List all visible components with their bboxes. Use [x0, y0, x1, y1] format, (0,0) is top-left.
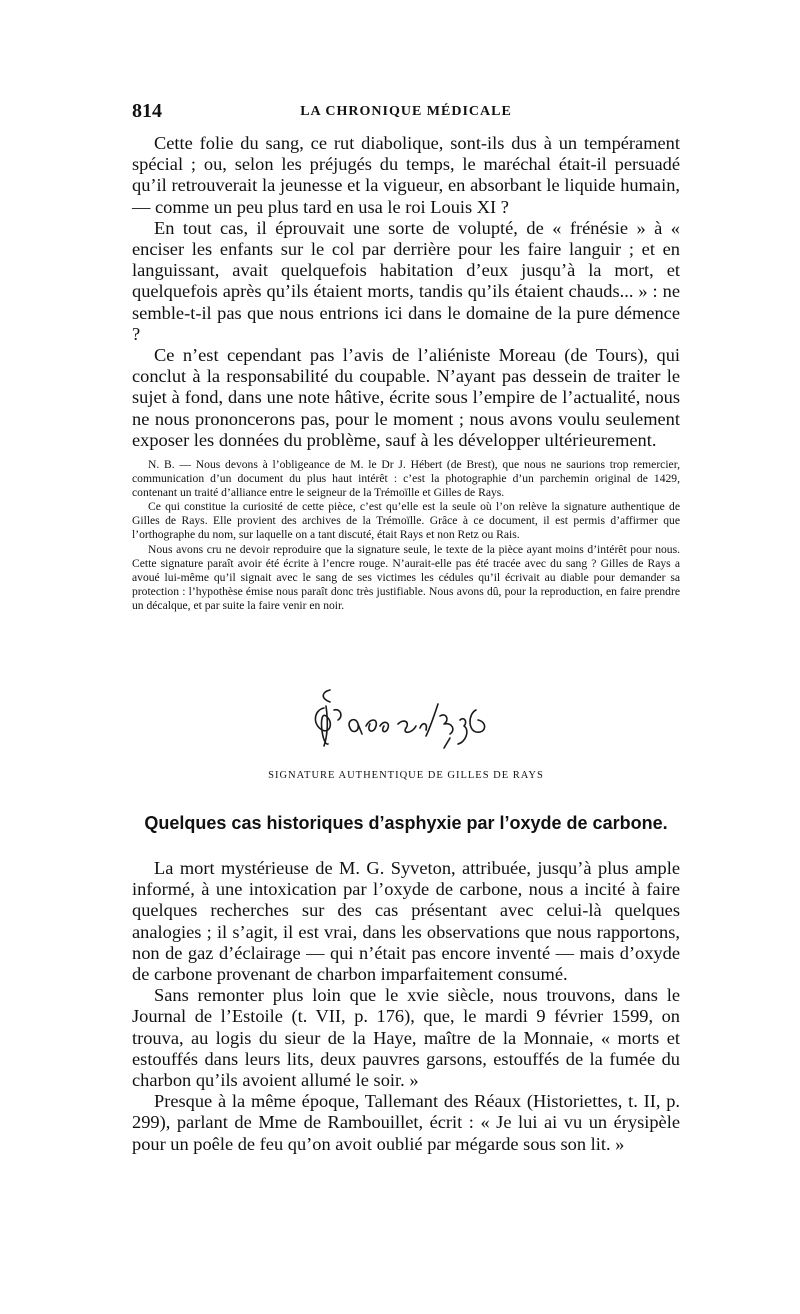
signature-caption: SIGNATURE AUTHENTIQUE DE GILLES DE RAYS — [268, 770, 544, 781]
paragraph: Sans remonter plus loin que le xvie siècle, nous trouvons, dans le Journal de l’Estoile (t. VII, p. 176), que, le mardi 9 février 1599, on trouva, au logis du sieur de la Haye, maître de la Monnaie, « morts et estouffés dans leurs lits, deux pauvres garsons, estouffés de la fumée du charbon qu’ils avoient allumé le soir. » — [132, 985, 680, 1091]
editor-note — [132, 458, 680, 613]
article-title: Quelques cas historiques d’asphyxie par l’oxyde de carbone. — [144, 813, 668, 833]
signature-image — [300, 686, 510, 756]
paragraph: Cette folie du sang, ce rut diabolique, sont-ils dus à un tempérament spécial ; ou, selon les préjugés du temps, le maréchal était-il persuadé qu’il retrouverait la jeunesse et la vigueur, en absorbant le liquide humain, — comme un peu plus tard en usa le roi Louis XI ? — [132, 133, 680, 217]
paragraph: Ce n’est cependant pas l’avis de l’aliéniste Moreau (de Tours), qui conclut à la responsabilité du coupable. N’ayant pas dessein de traiter le sujet à fond, dans une note hâtive, écrite sous l’empire de l’actualité, nous ne nous prononcerons pas, pour le moment ; nous avons voulu seulement exposer les données du problème, sauf à les développer ultérieurement. — [132, 345, 680, 450]
article-body — [132, 858, 680, 1155]
running-title: LA CHRONIQUE MÉDICALE — [300, 104, 512, 119]
page-number: 814 — [132, 100, 162, 122]
page-header — [132, 100, 680, 124]
note-paragraph: Nous avons cru ne devoir reproduire que la signature seule, le texte de la pièce ayant moins d’intérêt pour nous. Cette signature paraît avoir été écrite à l’encre rouge. N’aurait-elle pas été tracée avec du sang ? Gilles de Rays a avoué lui-même qu’il signait avec le sang de ses victimes les cédules qu’il écrivait au diable pour demander sa protection : l’hypothèse émise nous paraît donc très justifiable. Nous avons dû, pour la reproduction, en faire prendre un décalque, et par suite la faire venir en noir. — [132, 542, 680, 612]
note-paragraph: Ce qui constitue la curiosité de cette pièce, c’est qu’elle est la seule où l’on relève la signature authentique de Gilles de Rays. Elle provient des archives de la Trémoïlle. Grâce à ce document, il est permis d’affirmer que l’orthographe du nom, sur laquelle on a tant discuté, était Rays et non Retz ou Rais. — [132, 500, 680, 542]
paragraph: Presque à la même époque, Tallemant des Réaux (Historiettes, t. II, p. 299), parlant de Mme de Rambouillet, écrit : « Je lui ai vu un érysipèle pour un poêle de feu qu’on avoit oublié par mégarde sous son lit. » — [132, 1091, 680, 1154]
note-paragraph: N. B. — Nous devons à l’obligeance de M. le Dr J. Hébert (de Brest), que nous ne saurions trop remercier, communication d’un document du plus haut intérêt : c’est la photographie d’un parchemin original de 1429, contenant un traité d’alliance entre le seigneur de la Trémoïlle et Gilles de Rays. — [132, 458, 680, 500]
paragraph: La mort mystérieuse de M. G. Syveton, attribuée, jusqu’à plus ample informé, à une intoxication par l’oxyde de carbone, nous a incité à faire quelques recherches sur des cas présentant avec celui-là quelques analogies ; il s’agit, il est vrai, dans les observations que nous rapportons, non de gaz d’éclairage — qui n’était pas encore inventé — mais d’oxyde de carbone provenant de charbon imparfaitement consumé. — [132, 858, 680, 985]
paragraph: En tout cas, il éprouvait une sorte de volupté, de « frénésie » à « enciser les enfants sur le col par derrière pour les faire languir ; et en languissant, avait quelquefois habitation d’eux jusqu’à la mort, et quelquefois après qu’ils étaient morts, tandis qu’ils étaient chauds... » : ne semble-t-il pas que nous entrions ici dans le domaine de la pure démence ? — [132, 217, 680, 344]
opening-section — [132, 133, 680, 451]
